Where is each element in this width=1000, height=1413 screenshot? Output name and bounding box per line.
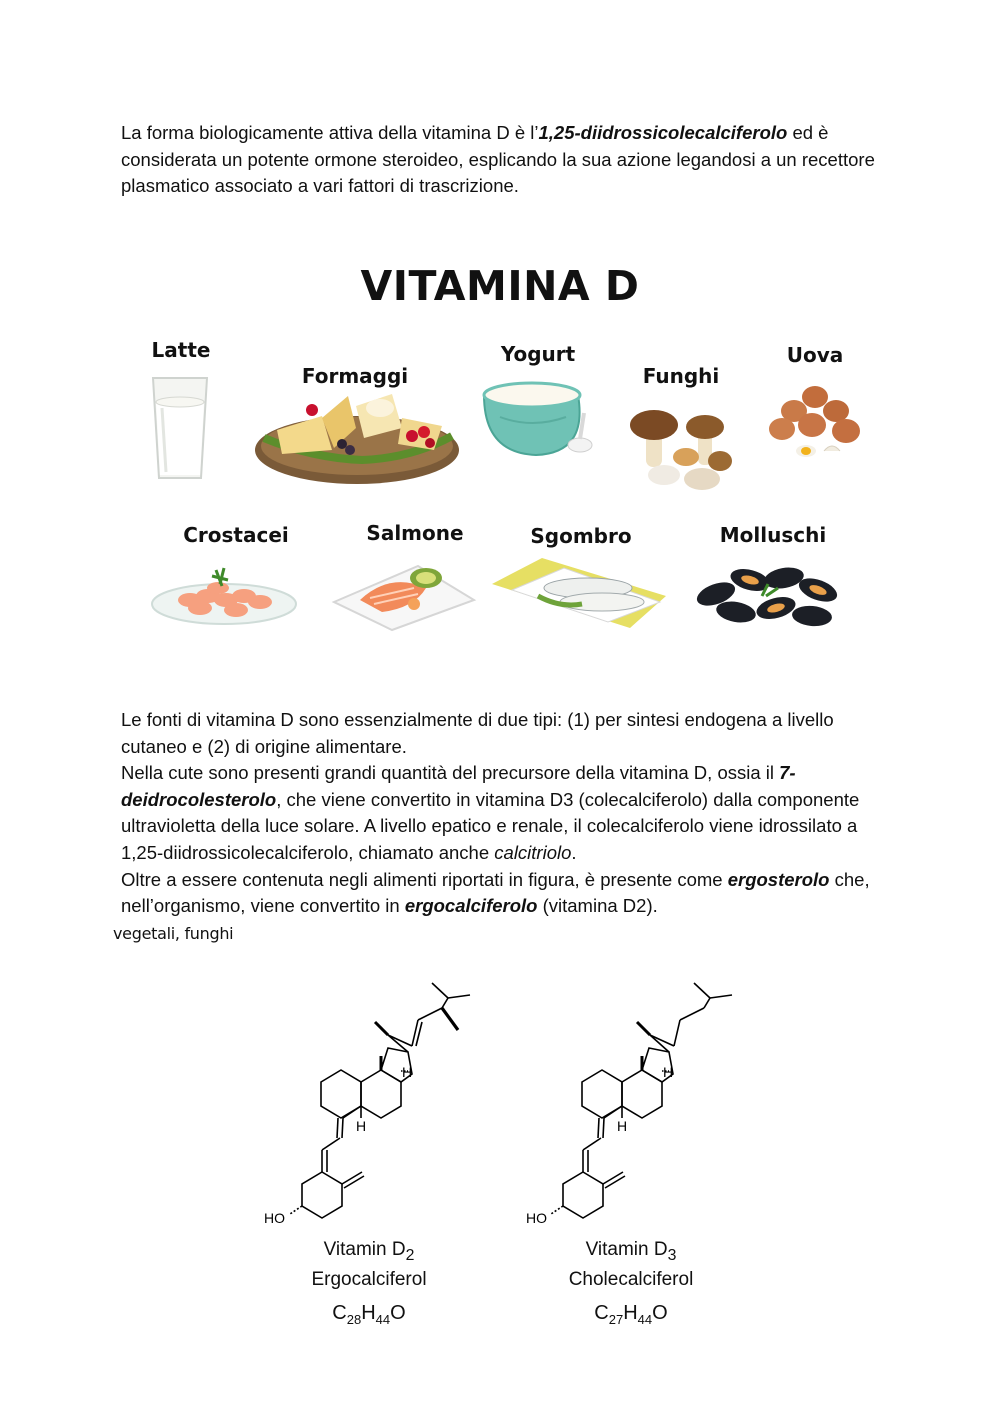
d2-name-subscript: 2 — [405, 1246, 415, 1264]
food-label-formaggi: Formaggi — [301, 364, 409, 388]
term-ergocalciferolo: ergocalciferolo — [404, 895, 538, 917]
sources-text: . — [571, 841, 577, 863]
d2-hydroxyl-label: HO — [264, 1210, 285, 1226]
formula-element: O — [390, 1302, 406, 1324]
intro-text-2: ed è considerata un potente ormone steroideo, esplicando la sua azione legandosi a un recettore plasmatico associato a vari fattori di trascrizione. — [121, 122, 875, 197]
sources-text: Oltre a essere contenuta negli alimenti riportati in figura, è presente come — [121, 868, 728, 890]
vitamin-d3-structure — [551, 983, 732, 1218]
term-ergosterolo: ergosterolo — [727, 868, 830, 890]
formula-element: O — [652, 1302, 668, 1324]
food-label-sgombro: Sgombro — [530, 524, 632, 548]
formula-count: 27 — [608, 1312, 624, 1327]
sources-text: che, nell’organismo, viene convertito in — [121, 868, 870, 917]
food-label-salmone: Salmone — [366, 521, 464, 545]
formula-count: 28 — [346, 1312, 362, 1327]
formula-element: C — [594, 1302, 609, 1324]
sources-text: Nella cute sono presenti grandi quantità del precursore della vitamina D, ossia il — [121, 762, 780, 784]
d2-label — [311, 1238, 426, 1292]
d2-hydrogen-label-2: H — [356, 1118, 367, 1134]
formula-element: H — [623, 1302, 638, 1324]
d3-common-name: Cholecalciferol — [568, 1268, 694, 1290]
d2-hydrogen-label-1: H — [402, 1064, 413, 1080]
formula-count: 44 — [637, 1312, 653, 1327]
d3-label — [569, 1238, 694, 1292]
d3-name-subscript: 3 — [667, 1246, 677, 1264]
d3-hydroxyl-label: HO — [526, 1210, 547, 1226]
handwritten-note: vegetali, funghi — [113, 924, 234, 943]
d2-name-text: Vitamin D — [323, 1239, 406, 1260]
d3-hydrogen-label-2: H — [617, 1118, 628, 1134]
formula-count: 44 — [375, 1312, 391, 1327]
sources-text: (vitamina D2). — [537, 895, 658, 917]
food-label-latte: Latte — [151, 338, 211, 362]
food-label-uova: Uova — [786, 343, 844, 367]
vitamin-d2-structure — [290, 983, 470, 1218]
term-7-deidrocolesterolo: 7-deidrocolesterolo — [121, 762, 796, 810]
d3-hydrogen-label-1: H — [663, 1064, 674, 1080]
d2-formula — [332, 1302, 405, 1327]
food-label-funghi: Funghi — [642, 364, 720, 388]
infographic-title: VITAMINA D — [360, 262, 640, 310]
formula-element: C — [332, 1302, 347, 1324]
intro-text-1: La forma biologicamente attiva della vitamina D è l’ — [121, 122, 539, 143]
d2-common-name: Ergocalciferol — [311, 1268, 427, 1290]
d3-name — [569, 1238, 694, 1268]
term-calcitriolo: calcitriolo — [494, 841, 572, 863]
term-diidrossicolecalciferolo: 1,25-diidrossicolecalciferolo — [538, 122, 788, 143]
d3-name-text: Vitamin D — [585, 1239, 668, 1260]
d3-formula — [594, 1302, 667, 1327]
food-label-crostacei: Crostacei — [183, 523, 289, 547]
d2-name — [311, 1238, 426, 1268]
food-label-molluschi: Molluschi — [719, 523, 827, 547]
formula-element: H — [361, 1302, 376, 1324]
sources-line-1: Le fonti di vitamina D sono essenzialmente di due tipi: (1) per sintesi endogena a livello cutaneo e (2) di origine alimentare. — [121, 709, 834, 757]
food-label-yogurt: Yogurt — [500, 342, 576, 366]
sources-text: , che viene convertito in vitamina D3 (colecalciferolo) dalla componente ultravioletta della luce solare. A livello epatico e renale, il colecalciferolo viene idrossilato a 1,25-diidrossicolecalciferolo, chiamato anche — [121, 788, 860, 863]
